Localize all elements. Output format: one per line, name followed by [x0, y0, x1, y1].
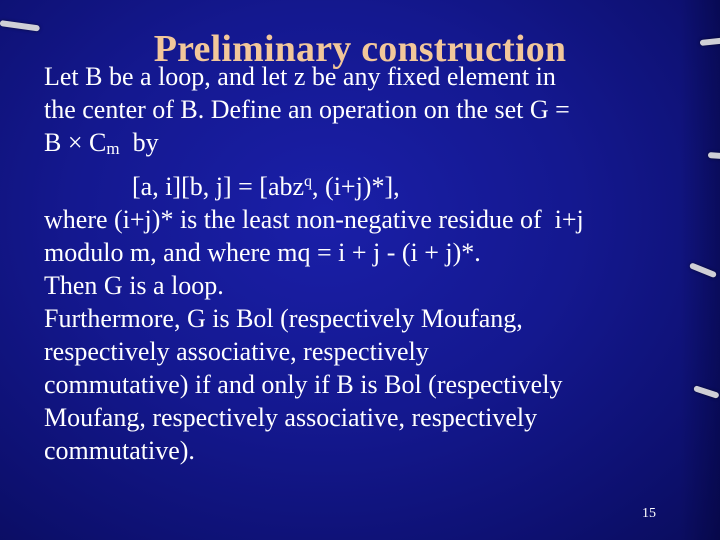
text-line: where (i+j)* is the least non-negative residue of i+j: [44, 205, 584, 234]
theorem-paragraph: [44, 302, 716, 467]
text-line: Let B be a loop, and let z be any fixed element in: [44, 62, 556, 91]
text-fragment: B × C: [44, 128, 107, 157]
superscript: q: [304, 173, 313, 190]
formula-fragment: [a, i][b, j] = [abz: [132, 172, 305, 201]
text-line: Then G is a loop.: [44, 271, 224, 300]
slide-title: Preliminary construction: [153, 28, 567, 71]
text-line: commutative) if and only if B is Bol (respectively: [44, 370, 563, 399]
page-number: 15: [642, 506, 656, 521]
text-fragment: by: [119, 128, 159, 157]
text-line: Moufang, respectively associative, respectively: [44, 403, 538, 432]
formula-fragment: , (i+j)*],: [312, 172, 400, 201]
text-line: modulo m, and where mq = i + j - (i + j)*.: [44, 238, 481, 267]
text-line: commutative).: [44, 436, 195, 465]
residue-paragraph: [44, 203, 716, 269]
text-line: Furthermore, G is Bol (respectively Moufang,: [44, 304, 523, 333]
formula-line: [66, 165, 716, 203]
subscript: m: [106, 139, 120, 158]
text-line: [44, 126, 716, 165]
loop-statement-paragraph: [44, 269, 716, 302]
definition-paragraph: [44, 60, 716, 203]
text-line: respectively associative, respectively: [44, 337, 429, 366]
text-line: the center of B. Define an operation on the set G =: [44, 95, 570, 124]
slide-body: [44, 60, 716, 467]
